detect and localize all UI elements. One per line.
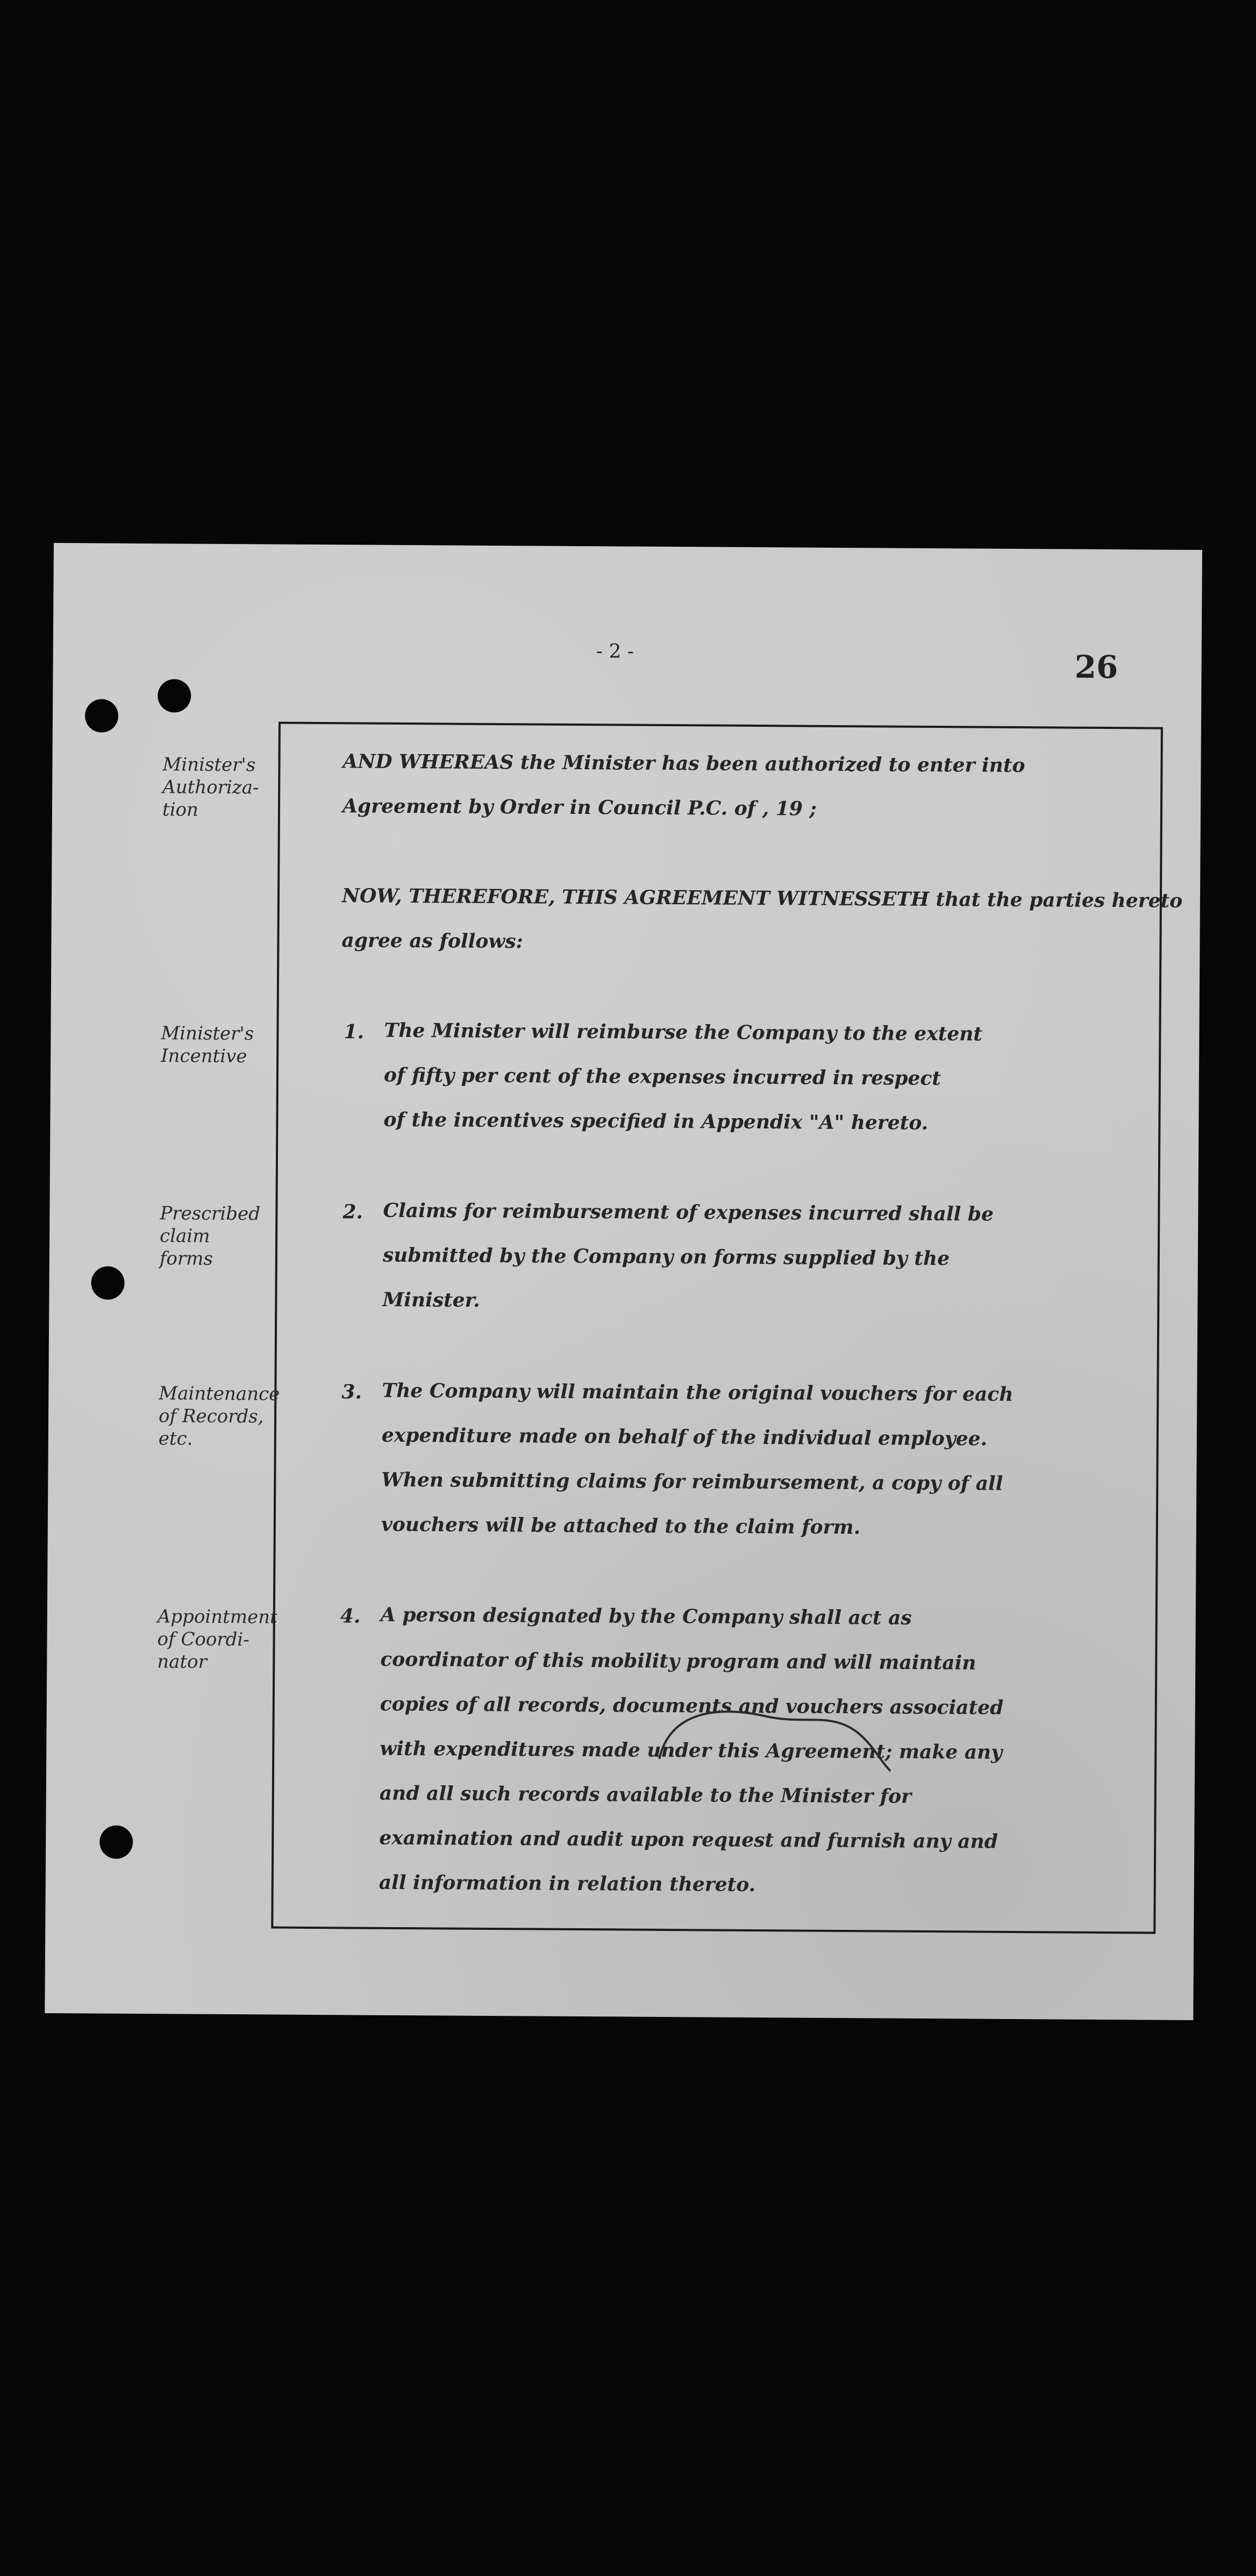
margin-note-authorization: Minister's Authoriza- tion	[162, 754, 259, 821]
margin-note-claim-forms: Prescribed claim forms	[159, 1203, 261, 1270]
punch-hole	[158, 679, 191, 712]
clause-number: 3.	[341, 1380, 362, 1404]
page-label: - 2 -	[596, 640, 634, 663]
margin-note-coordinator: Appointment of Coordi- nator	[157, 1606, 277, 1673]
margin-note-incentive: Minister's Incentive	[161, 1022, 254, 1068]
clause-text: The Minister will reimburse the Company to the extent of fifty per cent of the expenses incurred in respect of the incentives specified in Appendix "A" hereto.	[383, 1019, 983, 1134]
margin-note-records: Maintenance of Records, etc.	[158, 1383, 280, 1450]
now-therefore-paragraph: NOW, THEREFORE, THIS AGREEMENT WITNESSETH that the parties hereto agree as follows:	[341, 884, 1183, 953]
handwritten-mark	[654, 1700, 896, 1777]
clause-number: 1.	[344, 1020, 365, 1043]
clause-text: The Company will maintain the original vouchers for each expenditure made on behalf of the individual employee. When submitting claims for reimbursement, a copy of all vouchers will be attached to the claim form.	[381, 1379, 1014, 1539]
page-number: 26	[1074, 648, 1118, 686]
clause-text: Claims for reimbursement of expenses incurred shall be submitted by the Company on forms supplied by the Minister.	[382, 1199, 994, 1312]
clause-number: 2.	[342, 1200, 363, 1223]
punch-hole	[85, 699, 118, 732]
clause-text: A person designated by the Company shall act as coordinator of this mobility program and will maintain copies of all records, documents and vouchers associated with expenditures made under this Agreement; make any and all such records available to the Minister for examination and audit upon request and furnish any and all information in relation thereto.	[379, 1603, 1004, 1897]
punch-hole	[99, 1826, 133, 1859]
clause-number: 4.	[340, 1605, 361, 1628]
document-page	[45, 543, 1202, 2020]
punch-hole	[91, 1266, 124, 1299]
whereas-paragraph: AND WHEREAS the Minister has been authorized to enter into Agreement by Order in Council P.C. of , 19 ;	[342, 750, 1025, 820]
